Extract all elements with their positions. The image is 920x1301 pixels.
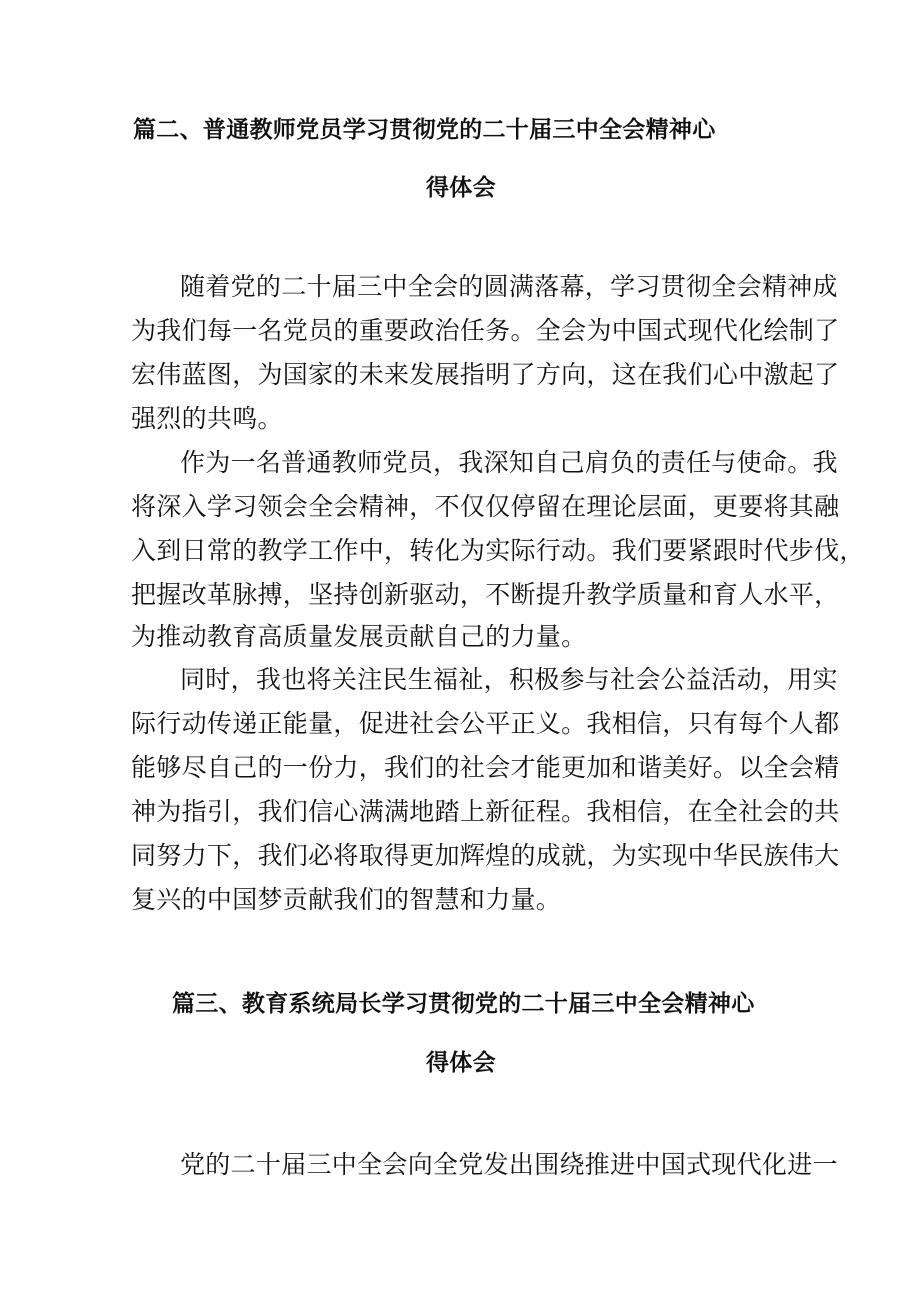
- section-title-line: 篇三、教育系统局长学习贯彻党的二十届三中全会精神心: [172, 991, 755, 1017]
- section-title-line: 篇二、普通教师党员学习贯彻党的二十届三中全会精神心: [133, 117, 716, 143]
- paragraph-line: 际行动传递正能量，促进社会公平正义。我相信，只有每个人都: [131, 709, 840, 738]
- paragraph-line: 入到日常的教学工作中，转化为实际行动。我们要紧跟时代步伐，: [131, 536, 865, 565]
- paragraph-line: 为推动教育高质量发展贡献自己的力量。: [131, 622, 587, 651]
- paragraph-line: 随着党的二十届三中全会的圆满落幕，学习贯彻全会精神成: [180, 272, 838, 301]
- section-title-line: 得体会: [426, 175, 496, 201]
- paragraph-line: 将深入学习领会全会精神，不仅仅停留在理论层面，更要将其融: [131, 492, 840, 521]
- paragraph-line: 同努力下，我们必将取得更加辉煌的成就，为实现中华民族伟大: [131, 841, 840, 870]
- paragraph-line: 把握改革脉搏，坚持创新驱动，不断提升教学质量和育人水平，: [131, 580, 840, 609]
- paragraph-line: 复兴的中国梦贡献我们的智慧和力量。: [131, 885, 562, 914]
- section-title-line: 得体会: [426, 1050, 496, 1076]
- paragraph-line: 神为指引，我们信心满满地踏上新征程。我相信，在全社会的共: [131, 797, 840, 826]
- paragraph-line: 作为一名普通教师党员，我深知自己肩负的责任与使命。我: [180, 448, 838, 477]
- paragraph-line: 能够尽自己的一份力，我们的社会才能更加和谐美好。以全会精: [131, 753, 840, 782]
- paragraph-line: 党的二十届三中全会向全党发出围绕推进中国式现代化进一: [180, 1150, 838, 1179]
- paragraph-line: 为我们每一名党员的重要政治任务。全会为中国式现代化绘制了: [131, 316, 840, 345]
- paragraph-line: 同时，我也将关注民生福祉，积极参与社会公益活动，用实: [180, 665, 838, 694]
- paragraph-line: 强烈的共鸣。: [131, 404, 283, 433]
- paragraph-line: 宏伟蓝图，为国家的未来发展指明了方向，这在我们心中激起了: [131, 360, 840, 389]
